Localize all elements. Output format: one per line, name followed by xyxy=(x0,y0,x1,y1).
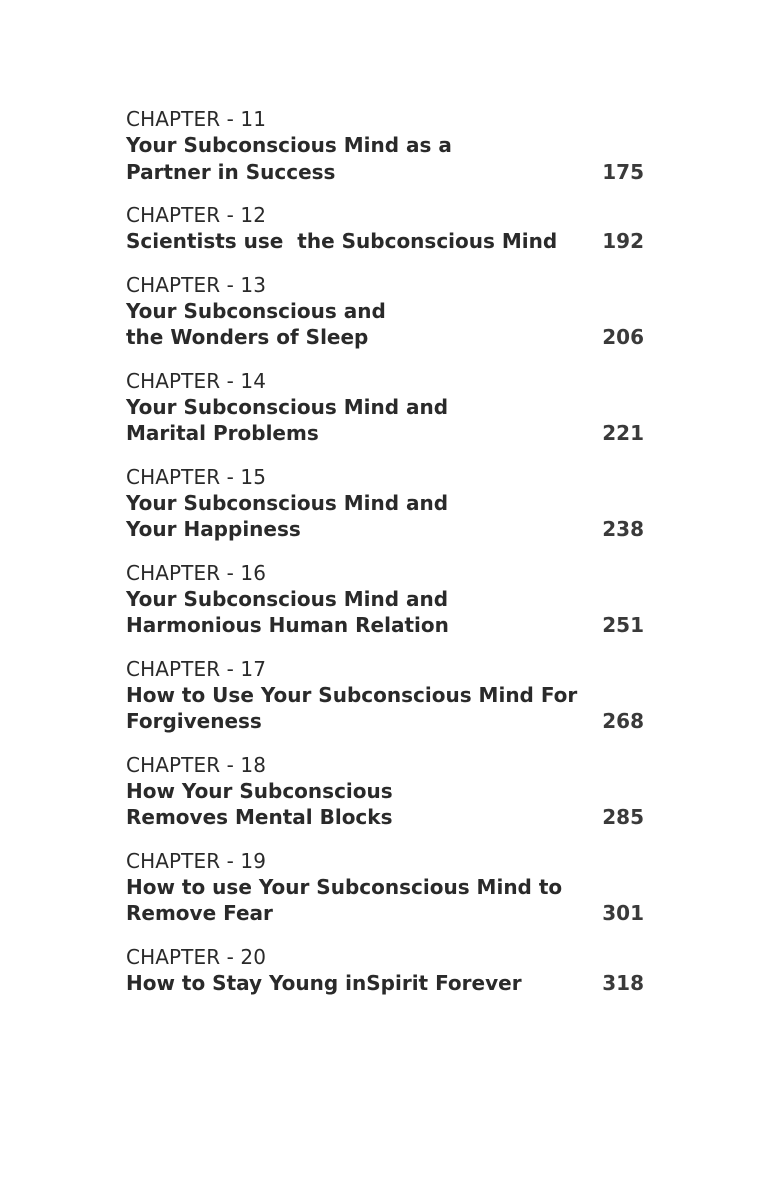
page-number: 318 xyxy=(602,970,644,995)
chapter-title-line: Forgiveness xyxy=(126,709,262,733)
page-number: 301 xyxy=(602,901,644,925)
chapter-title-line: Harmonious Human Relation xyxy=(126,613,449,637)
toc-entry[interactable] xyxy=(126,560,646,639)
chapter-label: CHAPTER - 19 xyxy=(126,848,267,873)
toc-entry[interactable] xyxy=(126,848,646,927)
chapter-title-line: How Your Subconscious xyxy=(126,778,393,803)
chapter-title xyxy=(126,228,646,255)
chapter-title-line: Your Subconscious Mind as a xyxy=(126,133,452,157)
page-number: 285 xyxy=(602,805,644,829)
table-of-contents xyxy=(126,106,646,1013)
page-number: 192 xyxy=(602,229,644,253)
chapter-title-line: Partner in Success xyxy=(126,159,336,184)
toc-entry[interactable] xyxy=(126,202,646,255)
chapter-title-line: Your Subconscious and xyxy=(126,298,386,323)
chapter-title xyxy=(126,132,646,185)
chapter-title-line: Your Subconscious Mind and xyxy=(126,394,449,419)
chapter-label: CHAPTER - 16 xyxy=(126,560,267,585)
toc-entry[interactable] xyxy=(126,368,646,447)
toc-entry[interactable] xyxy=(126,656,646,735)
chapter-title-line: Your Happiness xyxy=(126,517,301,541)
chapter-title-line: How to Stay Young inSpirit Forever xyxy=(126,970,522,995)
chapter-label: CHAPTER - 12 xyxy=(126,203,267,227)
chapter-label: CHAPTER - 17 xyxy=(126,656,267,681)
toc-entry[interactable] xyxy=(126,944,646,997)
page-number: 175 xyxy=(602,159,644,184)
page-number: 221 xyxy=(602,421,644,445)
chapter-label: CHAPTER - 20 xyxy=(126,944,267,969)
toc-entry[interactable] xyxy=(126,106,646,185)
chapter-title-line: Marital Problems xyxy=(126,421,319,445)
chapter-label: CHAPTER - 18 xyxy=(126,752,267,777)
chapter-title xyxy=(126,298,646,351)
chapter-label: CHAPTER - 14 xyxy=(126,368,267,393)
chapter-label: CHAPTER - 13 xyxy=(126,272,267,297)
chapter-title-line: Remove Fear xyxy=(126,901,273,925)
page-number: 238 xyxy=(602,517,644,541)
chapter-title xyxy=(126,874,646,927)
chapter-title xyxy=(126,586,646,639)
toc-entry[interactable] xyxy=(126,752,646,831)
chapter-title-line: How to Use Your Subconscious Mind For xyxy=(126,682,578,707)
toc-entry[interactable] xyxy=(126,464,646,543)
chapter-title-line: How to use Your Subconscious Mind to xyxy=(126,874,563,899)
chapter-title-line: Your Subconscious Mind and xyxy=(126,490,449,515)
chapter-label: CHAPTER - 11 xyxy=(126,107,267,131)
chapter-title xyxy=(126,490,646,543)
toc-entry[interactable] xyxy=(126,272,646,351)
chapter-label: CHAPTER - 15 xyxy=(126,464,267,489)
chapter-title-line: Scientists use the Subconscious Mind xyxy=(126,229,558,253)
page-number: 251 xyxy=(602,613,644,637)
chapter-title-line: Removes Mental Blocks xyxy=(126,805,393,829)
chapter-title-line: the Wonders of Sleep xyxy=(126,325,369,349)
page-number: 268 xyxy=(602,709,644,733)
chapter-title-line: Your Subconscious Mind and xyxy=(126,586,449,611)
chapter-title xyxy=(126,778,646,831)
chapter-title xyxy=(126,970,646,997)
chapter-title xyxy=(126,394,646,447)
page-number: 206 xyxy=(602,325,644,349)
chapter-title xyxy=(126,682,646,735)
